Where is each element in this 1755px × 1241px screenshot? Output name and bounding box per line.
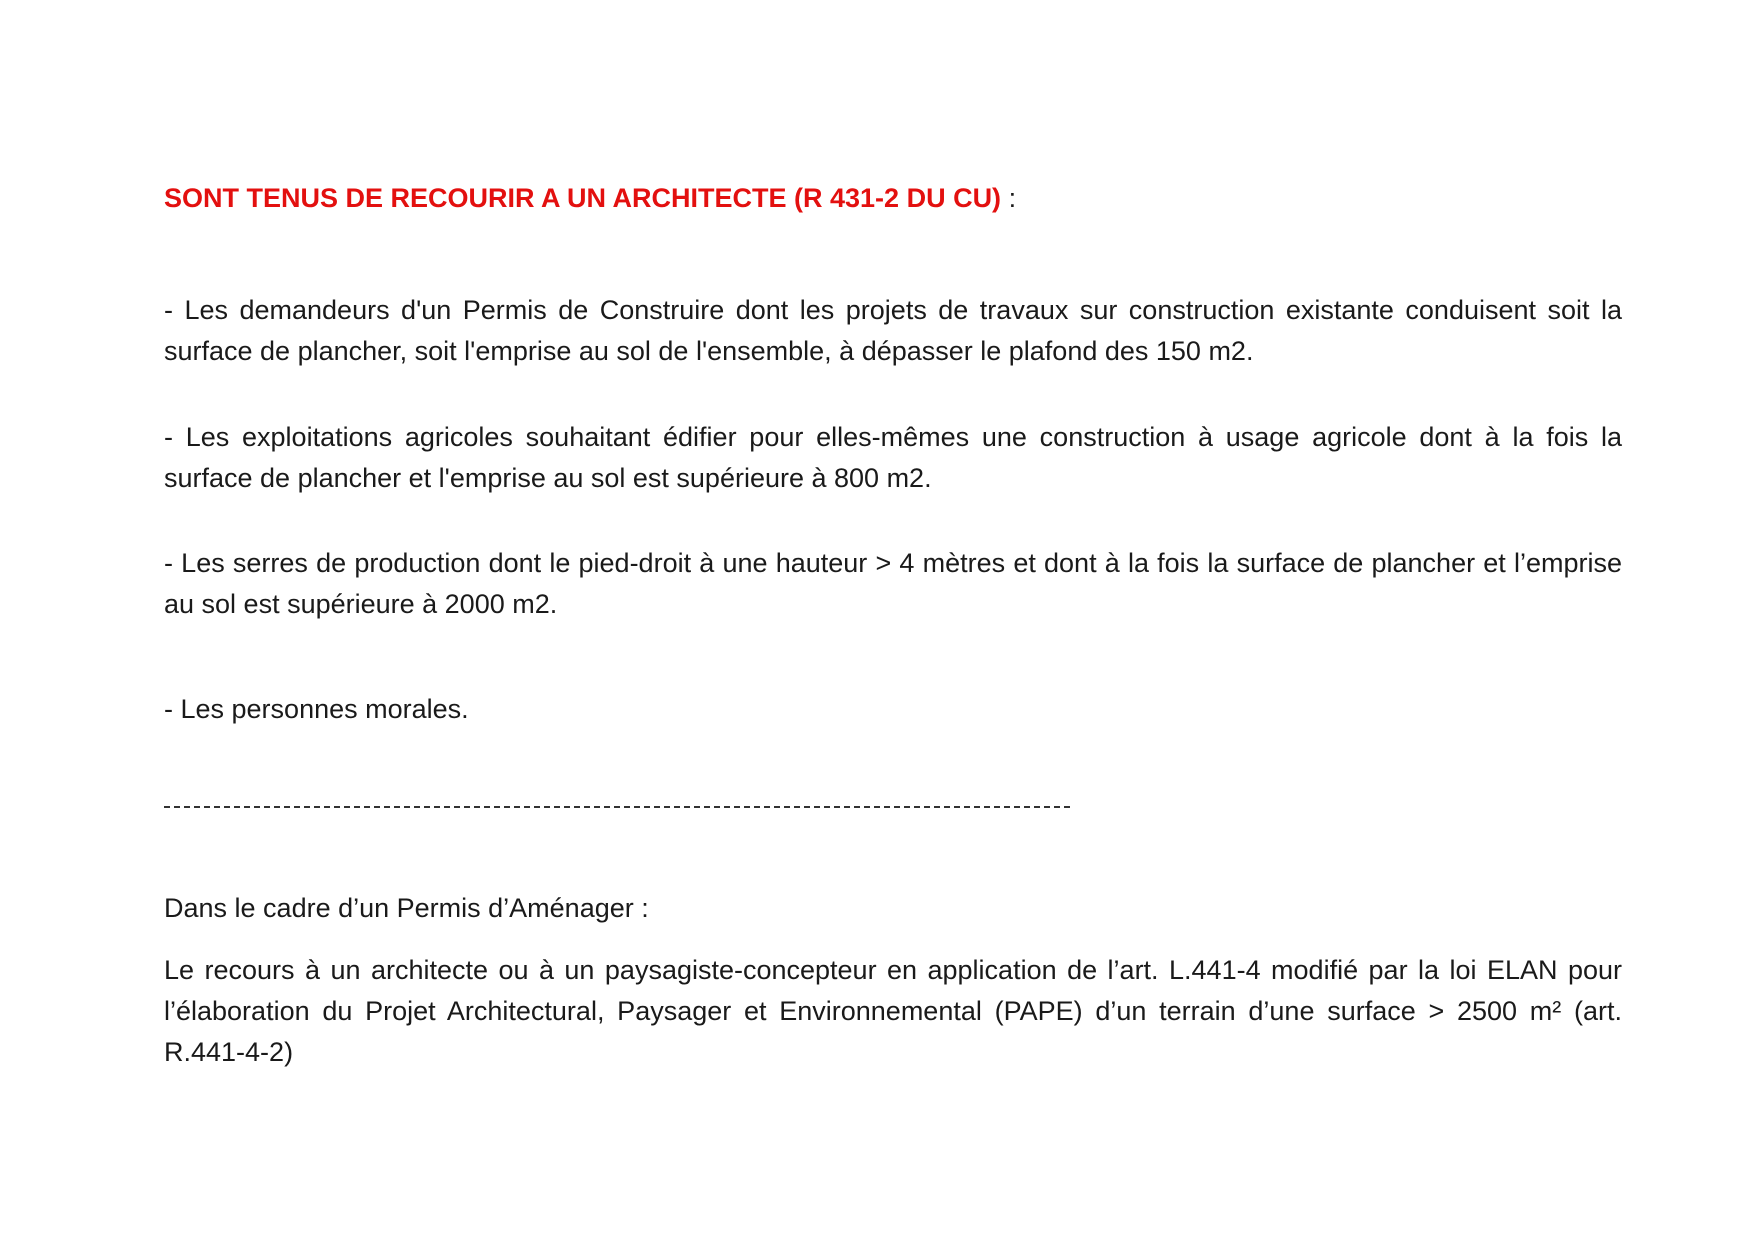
amenager-title: Dans le cadre d’un Permis d’Aménager : <box>164 893 649 923</box>
section-heading <box>164 180 1016 216</box>
list-item: - Les serres de production dont le pied-droit à une hauteur > 4 mètres et dont à la fois la surface de plancher et l’emprise au sol est supérieure à 2000 m2. <box>164 548 1622 619</box>
list-item: - Les exploitations agricoles souhaitant édifier pour elles-mêmes une construction à usage agricole dont à la fois la surface de plancher et l'emprise au sol est supérieure à 800 m2. <box>164 422 1622 493</box>
list-item: - Les personnes morales. <box>164 694 469 724</box>
amenager-paragraph: Le recours à un architecte ou à un paysagiste-concepteur en application de l’art. L.441-4 modifié par la loi ELAN pour l’élaboration du Projet Architectural, Paysager et Environnemental (PAPE) d’un terrain d’une surface > 2500 m² (art. R.441-4-2) <box>164 955 1622 1067</box>
heading-colon: : <box>1001 183 1017 213</box>
heading-title: SONT TENUS DE RECOURIR A UN ARCHITECTE (R 431-2 DU CU) <box>164 183 1002 213</box>
dashed-divider <box>164 806 1070 808</box>
list-item: - Les demandeurs d'un Permis de Construire dont les projets de travaux sur construction existante conduisent soit la surface de plancher, soit l'emprise au sol de l'ensemble, à dépasser le plafond des 150 m2. <box>164 295 1622 366</box>
